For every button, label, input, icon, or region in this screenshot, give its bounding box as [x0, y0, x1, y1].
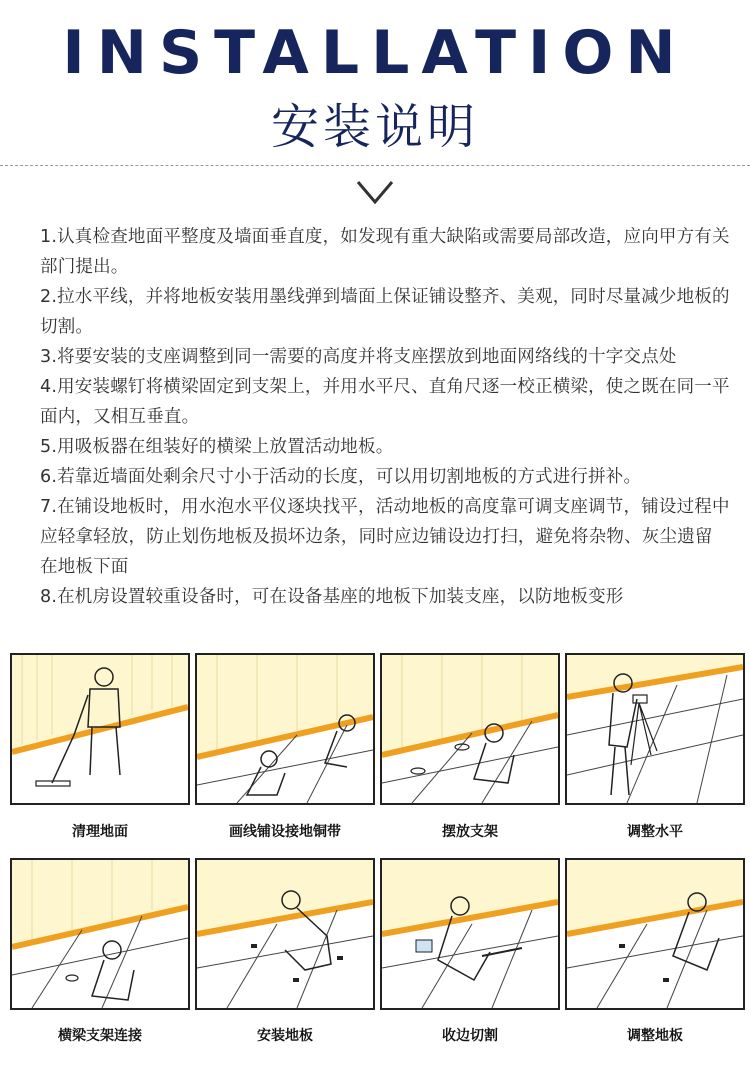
illustration-place-supports: [380, 653, 560, 805]
step-item: 1.认真检查地面平整度及墙面垂直度，如发现有重大缺陷或需要局部改造，应向甲方有关部门提出。: [40, 227, 730, 277]
illustration-adjust-level: [565, 653, 745, 805]
step-item: 8.在机房设置较重设备时，可在设备基座的地板下加装支座，以防地板变形: [40, 587, 624, 607]
illustration-beam-support: [10, 858, 190, 1010]
step-item: 6.若靠近墙面处剩余尺寸小于活动的长度，可以用切割地板的方式进行拼补。: [40, 467, 642, 487]
page-title-en: INSTALLATION: [62, 18, 688, 88]
illustration-clean-floor: [10, 653, 190, 805]
illustration-install-panel: [195, 858, 375, 1010]
caption: 安装地板: [257, 1028, 313, 1044]
step-item: 3.将要安装的支座调整到同一需要的高度并将支座摆放到地面网络线的十字交点处: [40, 347, 677, 367]
step-item: 2.拉水平线，并将地板安装用墨线弹到墙面上保证铺设整齐、美观，同时尽量减少地板的切割。: [40, 287, 730, 337]
caption: 清理地面: [72, 824, 128, 840]
caption: 调整水平: [627, 824, 683, 840]
illustration-edge-cutting: [380, 858, 560, 1010]
illustration-adjust-panel: [565, 858, 745, 1010]
caption: 收边切割: [442, 1028, 498, 1044]
caption: 调整地板: [627, 1028, 683, 1044]
caption: 横梁支架连接: [58, 1028, 142, 1044]
header-divider: [0, 165, 750, 166]
step-item: 5.用吸板器在组装好的横梁上放置活动地板。: [40, 437, 394, 457]
chevron-down-icon: [356, 180, 394, 204]
installation-steps: [40, 222, 730, 612]
step-item: 4.用安装螺钉将横梁固定到支架上，并用水平尺、直角尺逐一校正横梁，使之既在同一平面内，又相互垂直。: [40, 377, 730, 427]
step-item: 7.在铺设地板时，用水泡水平仪逐块找平，活动地板的高度靠可调支座调节，铺设过程中应轻拿轻放，防止划伤地板及损坏边条，同时应边铺设边打扫，避免将杂物、灰尘遗留在地板下面: [40, 497, 730, 577]
caption: 摆放支架: [442, 824, 498, 840]
page-title-cn: 安装说明: [270, 99, 479, 155]
caption: 画线铺设接地铜带: [229, 824, 341, 840]
illustration-draw-lines: [195, 653, 375, 805]
